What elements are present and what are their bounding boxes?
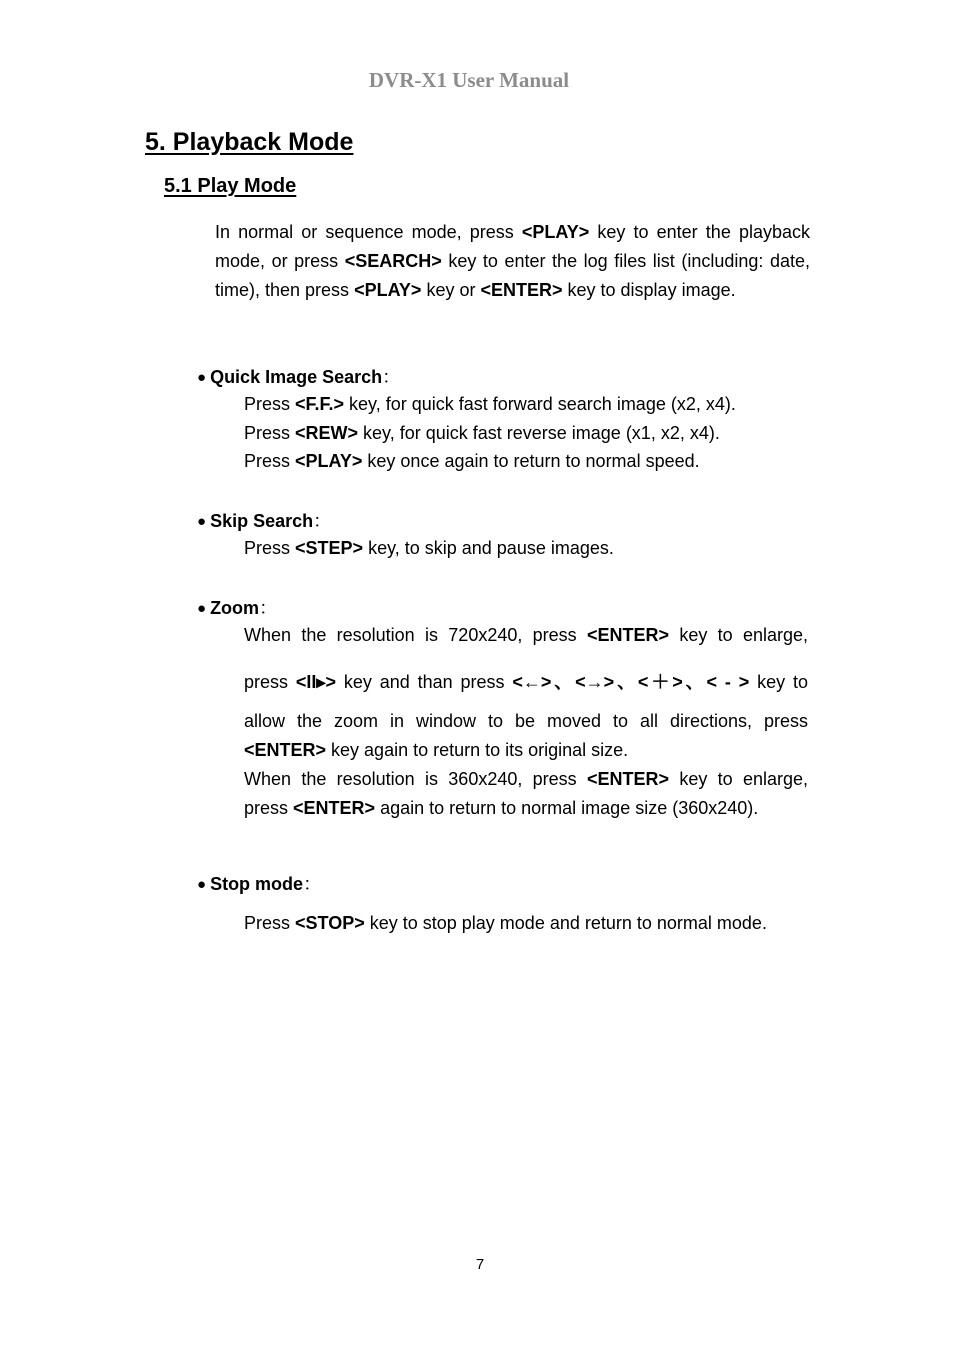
- zoom-line-6: [244, 798, 758, 819]
- ff-key: <F.F.>: [295, 394, 345, 414]
- bullet-zoom: [197, 594, 277, 620]
- zoom-line-4: [244, 740, 628, 761]
- line-text: key to stop play mode and return to normal mode.: [364, 913, 767, 933]
- bullet-colon: ：: [259, 598, 278, 618]
- line-text: Press: [244, 423, 296, 443]
- subsection-title: 5.1 Play Mode: [164, 175, 297, 197]
- bullet-colon: ：: [303, 874, 322, 894]
- line-text: key, for quick fast reverse image (x1, x2, x4).: [358, 423, 720, 443]
- enter-key: <ENTER>: [586, 769, 670, 789]
- quick-line-2: [244, 423, 720, 444]
- line-text: key and than press: [335, 672, 513, 692]
- intro-paragraph: [215, 218, 810, 305]
- line-text: Press: [244, 394, 296, 414]
- skip-line-1: [244, 538, 614, 559]
- bullet-title: Quick Image Search: [210, 367, 383, 387]
- zoom-line-5: [244, 769, 808, 790]
- line-text: press: [244, 798, 294, 818]
- bullet-dot-icon: ●: [197, 513, 207, 530]
- line-text: Press: [244, 538, 296, 558]
- search-key: <SEARCH>: [344, 251, 442, 271]
- line-text: key, for quick fast forward search image (x2, x4).: [344, 394, 736, 414]
- bullet-skip-search: [197, 507, 331, 533]
- line-text: key to enlarge,: [669, 769, 808, 789]
- bullet-title: Zoom: [210, 598, 260, 618]
- bullet-title: Stop mode: [210, 874, 304, 894]
- play-key: <PLAY>: [354, 280, 422, 300]
- quick-line-3: [244, 451, 700, 472]
- bullet-quick-image-search: [197, 363, 400, 389]
- line-text: When the resolution is 360x240, press: [244, 769, 587, 789]
- line-text: key to enlarge,: [669, 625, 808, 645]
- bullet-dot-icon: ●: [197, 369, 207, 386]
- bullet-stop-mode: [197, 870, 321, 896]
- page-number: 7: [475, 1256, 485, 1273]
- intro-text: key or: [421, 280, 481, 300]
- line-text: key once again to return to normal speed.: [362, 451, 700, 471]
- enter-key: <ENTER>: [480, 280, 563, 300]
- section-title: 5. Playback Mode: [145, 128, 354, 156]
- enter-key: <ENTER>: [244, 740, 327, 760]
- bullet-colon: ：: [313, 511, 332, 531]
- bullet-dot-icon: ●: [197, 876, 207, 893]
- intro-text: key to display image.: [562, 280, 736, 300]
- arrow-keys: <←>、<→>、<＋>、< - >: [512, 672, 750, 692]
- stop-key: <STOP>: [295, 913, 365, 933]
- rew-key: <REW>: [295, 423, 359, 443]
- line-text: Press: [244, 913, 296, 933]
- step-key: <STEP>: [295, 538, 364, 558]
- line-text: Press: [244, 451, 296, 471]
- bullet-colon: ：: [382, 367, 401, 387]
- enter-key: <ENTER>: [586, 625, 670, 645]
- bullet-title: Skip Search: [210, 511, 314, 531]
- line-text: When the resolution is 720x240, press: [244, 625, 587, 645]
- zoom-line-2: [244, 668, 808, 694]
- intro-text: key to enter the playback mode, or press: [215, 222, 810, 271]
- zoom-line-3: allow the zoom in window to be moved to all directions, press: [244, 711, 808, 731]
- page-header: DVR-X1 User Manual: [368, 68, 570, 92]
- play-key: <PLAY>: [295, 451, 363, 471]
- intro-text: In normal or sequence mode, press: [215, 222, 522, 242]
- line-text: press: [244, 672, 296, 692]
- enter-key: <ENTER>: [293, 798, 376, 818]
- line-text: key, to skip and pause images.: [363, 538, 614, 558]
- line-text: key again to return to its original size.: [326, 740, 629, 760]
- bullet-dot-icon: ●: [197, 600, 207, 617]
- pause-play-key: <II▸>: [295, 672, 336, 692]
- play-key: <PLAY>: [521, 222, 590, 242]
- intro-text: key to enter the log files list (including: date, time), then press: [215, 251, 810, 300]
- line-text: key to: [749, 672, 808, 692]
- stop-line-1: [244, 913, 767, 934]
- quick-line-1: [244, 394, 736, 415]
- line-text: again to return to normal image size (360x240).: [375, 798, 759, 818]
- zoom-line-1: [244, 625, 808, 646]
